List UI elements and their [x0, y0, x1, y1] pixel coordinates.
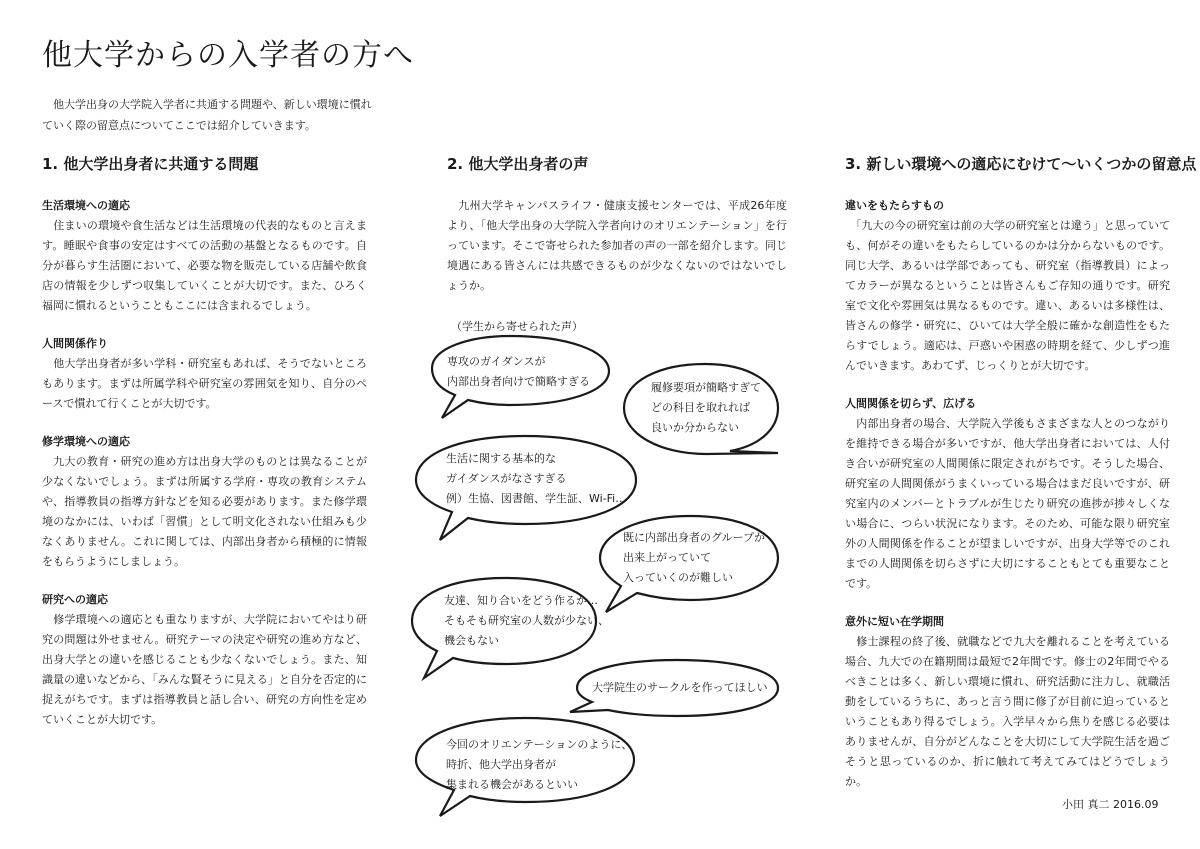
- subsection-title: 人間関係を切らず、広げる: [845, 397, 977, 410]
- bubble-text: 大学院生のサークルを作ってほしい: [592, 681, 768, 694]
- voices-note: （学生から寄せられた声）: [451, 320, 583, 333]
- subsection-title: 意外に短い在学期間: [845, 615, 944, 628]
- column-adaptation-tips: [845, 152, 1197, 792]
- section-heading-3: 3. 新しい環境への適応にむけて〜いくつかの留意点: [845, 155, 1197, 173]
- subsection-title: 修学環境への適応: [42, 435, 130, 448]
- subsection-text: 九大の教育・研究の進め方は出身大学のものとは異なることが少なくないでしょう。まずは所属する学府・専攻の教育システムや、指導教員の指導方針などを知る必要があります。また修学環境のなかには、いわば「習慣」として明文化されない仕組みも少なくありません。これに関しては、内部出身者から積極的に情報をもらうようにしましょう。: [42, 455, 367, 568]
- subsection-text: 修士課程の終了後、就職などで九大を離れることを考えている場合、九大での在籍期間は最短で2年間です。修士の2年間でやるべきことは多く、新しい環境に慣れ、研究活動に注力し、就職活動をしているうちに、あっと言う間に修了が目前に迫っているということもあり得るでしょう。入学早々から焦りを感じる必要はありませんが、自分がどんなことを大切にして大学院生活を過ごそうと思っているのか、折に触れて考えてみてはどうでしょうか。: [845, 635, 1170, 788]
- section-heading-2: 2. 他大学出身者の声: [447, 155, 589, 173]
- section-heading-1: 1. 他大学出身者に共通する問題: [42, 155, 259, 173]
- subsection-title: 研究への適応: [42, 593, 108, 606]
- bubble-text: 今回のオリエンテーションのように、 時折、他大学出身者が 集まれる機会があるといい: [446, 738, 633, 791]
- bubble-text: 専攻のガイダンスが 内部出身者向けで簡略すぎる: [447, 355, 590, 388]
- bubble-text: 友達、知り合いをどう作るか… そもそも研究室の人数が少ない、 機会もない: [444, 594, 609, 647]
- subsection-text: 「九大の今の研究室は前の大学の研究室とは違う」と思っていても、何がその違いをもたらしているのかは分からないものです。同じ大学、あるいは学部であっても、研究室（指導教員）によってカラーが異なるということは皆さんもご存知の通りです。研究室で文化や雰囲気は異なるものです。違い、あるいは多様性は、皆さんの修学・研究に、ひいては大学全般に確かな創造性をもたらすでしょう。適応は、戸惑いや困惑の時期を経て、少しずつ進んでいきます。あわてず、じっくりとが大切です。: [845, 219, 1170, 372]
- subsection-expand-relationships: [845, 394, 1170, 594]
- subsection-text: 他大学出身者が多い学科・研究室もあれば、そうでないところもあります。まずは所属学科や研究室の雰囲気を知り、自分のペースで慣れて行くことが大切です。: [42, 357, 367, 410]
- subsection-title: 生活環境への適応: [42, 199, 130, 212]
- bubble-text: 履修要項が簡略すぎて どの科目を取れれば 良いか分からない: [651, 381, 761, 434]
- subsection-text: 内部出身者の場合、大学院入学後もさまざまな人とのつながりを維持できる場合が多いですが、他大学出身者においては、人付き合いが研究室の人間関係に限定されがちです。そうした場合、研究室の人間関係がうまくいっている場合はまだ良いですが、研究室内のメンバーとトラブルが生じたり研究の進捗が捗々しくない場合に、つらい状況になります。そのため、可能な限り研究室外の人間関係を作ることが望ましいですが、出身大学等でのこれまでの人間関係を切らさずに大切にすることもとても重要なことです。: [845, 417, 1170, 590]
- subsection-short-period: [845, 612, 1170, 792]
- subsection-title: 人間関係作り: [42, 337, 108, 350]
- subsection-differences: [845, 196, 1170, 376]
- subsection-text: 住まいの環境や食生活などは生活環境の代表的なものと言えます。睡眠や食事の安定はすべての活動の基盤となるものです。自分が暮らす生活圏において、必要な物を販売している店舗や飲食店の情報を少しずつ収集していくことが大切です。また、ひろく福岡に慣れるということもここには含まれるでしょう。: [42, 219, 367, 312]
- bubble-text: 生活に関する基本的な ガイダンスがなさすぎる 例）生協、図書館、学生証、Wi-Fi…: [446, 452, 627, 505]
- page-title: 他大学からの入学者の方へ: [42, 38, 414, 73]
- author-signature: 小田 真二 2016.09: [1062, 798, 1159, 811]
- bubble-text: 既に内部出身者のグループが 出来上がっていて 入っていくのが難しい: [623, 531, 766, 584]
- subsection-title: 違いをもたらすもの: [845, 199, 944, 212]
- voices-intro-text: 九州大学キャンパスライフ・健康支援センターでは、平成26年度より、「他大学出身の大学院入学者向けのオリエンテーション」を行っています。そこで寄せられた参加者の声の一部を紹介します。同じ境遇にある皆さんには共感できるものが少なくないのではないでしょうか。: [447, 199, 787, 292]
- subsection-text: 修学環境への適応とも重なりますが、大学院においてやはり研究の問題は外せません。研究テーマの決定や研究の進め方など、出身大学との違いを感じることも少なくないでしょう。また、知識量の違いなどから、「みんな賢そうに見える」と自分を否定的に捉えがちです。まずは指導教員と話し合い、研究の方向性を定めていくことが大切です。: [42, 613, 367, 726]
- intro-text: 他大学出身の大学院入学者に共通する問題や、新しい環境に慣れていく際の留意点についてここでは紹介していきます。: [42, 98, 372, 132]
